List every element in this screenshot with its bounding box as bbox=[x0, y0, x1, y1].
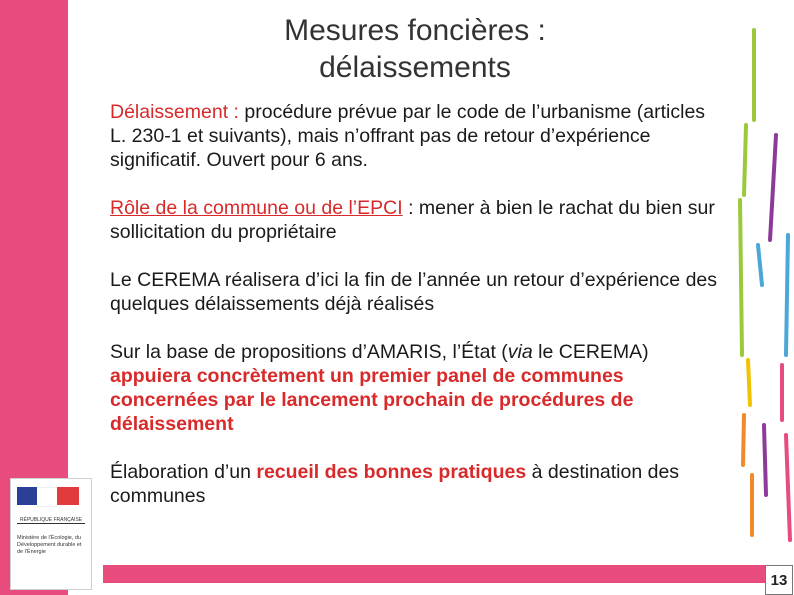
role-term: Rôle de la commune ou de l’EPCI bbox=[110, 197, 403, 219]
stripe-blue-2 bbox=[786, 235, 788, 355]
paragraph-delaissement bbox=[110, 100, 720, 172]
stripe-green-3 bbox=[740, 200, 742, 355]
decorative-stripes bbox=[730, 25, 794, 545]
stripe-green-2 bbox=[744, 125, 746, 195]
delaissement-definition: procédure prévue par le code de l’urbanisme (articles L. 230‑1 et suivants), mais n’offrant pas de retour d’expérience significatif. Ouvert pour 6 ans. bbox=[110, 101, 706, 171]
title-line-1: Mesures foncières : bbox=[284, 14, 546, 47]
amaris-highlight: appuiera concrètement un premier panel de communes concernées par le lancement prochain de procédures de délaissement bbox=[110, 365, 634, 435]
ministry-logo bbox=[10, 478, 92, 590]
slide-body bbox=[110, 100, 720, 532]
title-line-2: délaissements bbox=[319, 51, 511, 84]
paragraph-amaris bbox=[110, 340, 720, 436]
amaris-text-2: le CEREMA) bbox=[532, 341, 649, 363]
delaissement-term: Délaissement : bbox=[110, 101, 239, 123]
stripe-orange-1 bbox=[743, 415, 744, 465]
recueil-text-1: Élaboration d’un bbox=[110, 461, 257, 483]
ministry-name: Ministère de l'Écologie, du Développement durable et de l'Énergie bbox=[17, 535, 82, 555]
paragraph-role bbox=[110, 196, 720, 244]
amaris-text-1: Sur la base de propositions d’AMARIS, l’État ( bbox=[110, 341, 508, 363]
stripe-purple-1 bbox=[770, 135, 776, 240]
role-text: : mener à bien le rachat du bien sur sollicitation du propriétaire bbox=[110, 197, 715, 243]
stripe-blue-1 bbox=[758, 245, 762, 285]
slide-title bbox=[190, 12, 640, 86]
stripe-purple-2 bbox=[764, 425, 766, 495]
paragraph-cerema bbox=[110, 268, 720, 316]
stripe-pink-2 bbox=[786, 435, 790, 540]
recueil-text-2: à destination des communes bbox=[110, 461, 680, 507]
republique-francaise-label: RÉPUBLIQUE FRANÇAISE bbox=[17, 517, 85, 524]
amaris-via: via bbox=[507, 341, 533, 363]
marianne-flag-icon bbox=[15, 483, 87, 511]
cerema-text: Le CEREMA réalisera d’ici la fin de l’année un retour d’expérience des quelques délaissements déjà réalisés bbox=[110, 269, 718, 315]
page-number: 13 bbox=[765, 565, 793, 595]
stripe-yellow bbox=[748, 360, 750, 405]
recueil-highlight: recueil des bonnes pratiques bbox=[256, 461, 527, 483]
bottom-accent-bar bbox=[103, 565, 765, 583]
paragraph-recueil bbox=[110, 460, 720, 508]
